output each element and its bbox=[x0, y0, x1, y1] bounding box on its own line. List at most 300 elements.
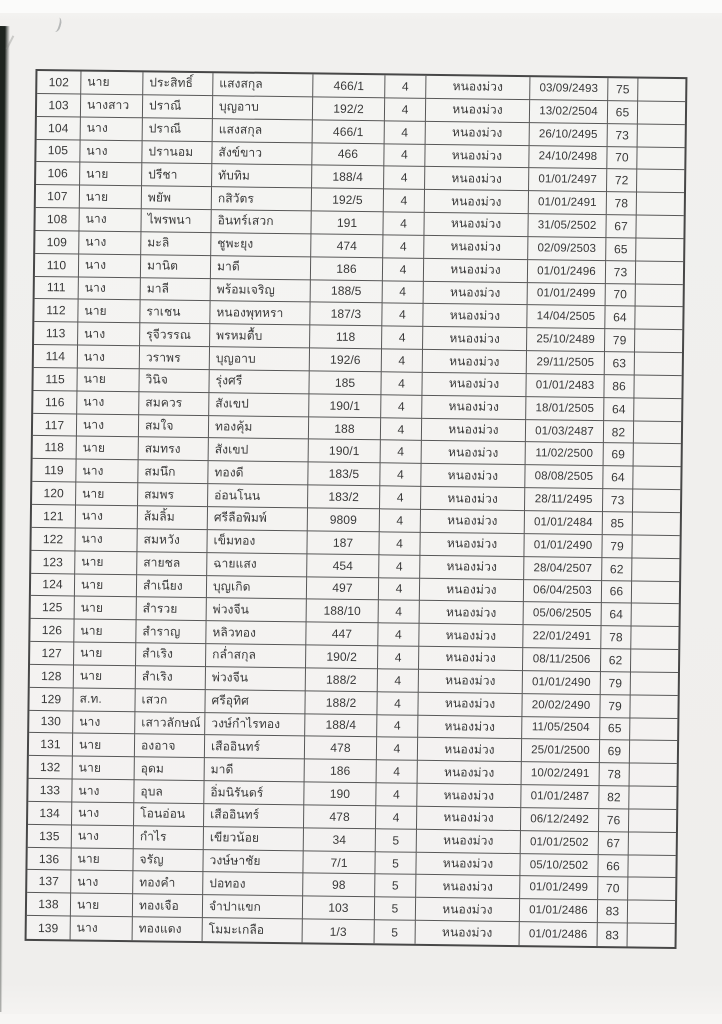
cell-moo-no: 4 bbox=[385, 75, 426, 98]
cell-row-no: 104 bbox=[37, 117, 81, 140]
cell-last-name: ชูพะยุง bbox=[211, 233, 311, 257]
cell-first-name: มานิต bbox=[141, 255, 211, 279]
cell-village: หนองม่วง bbox=[421, 510, 525, 534]
cell-row-no: 118 bbox=[33, 436, 77, 459]
cell-first-name: ส้มลิ้ม bbox=[138, 506, 208, 530]
cell-last-name: เสืออินทร์ bbox=[205, 736, 305, 760]
cell-birth-date: 01/01/2486 bbox=[520, 899, 598, 923]
cell-moo-no: 5 bbox=[376, 829, 417, 852]
cell-village: หนองม่วง bbox=[426, 76, 530, 100]
cell-birth-date: 25/01/2500 bbox=[522, 740, 600, 764]
cell-age: 79 bbox=[602, 535, 632, 558]
cell-first-name: เสวก bbox=[135, 689, 205, 713]
cell-row-no: 129 bbox=[29, 688, 73, 711]
cell-house-no: 183/5 bbox=[308, 463, 380, 487]
cell-house-no: 192/5 bbox=[312, 189, 384, 213]
cell-blank bbox=[636, 216, 683, 239]
cell-age: 70 bbox=[606, 284, 636, 307]
cell-blank bbox=[636, 238, 683, 261]
cell-name-title: นาย bbox=[74, 643, 136, 667]
cell-first-name: เสาวลักษณ์ bbox=[135, 712, 205, 736]
cell-name-title: นาง bbox=[72, 780, 134, 804]
cell-age: 79 bbox=[601, 672, 631, 695]
cell-village: หนองม่วง bbox=[424, 236, 528, 260]
cell-row-no: 122 bbox=[31, 528, 75, 551]
cell-blank bbox=[635, 353, 682, 376]
cell-birth-date: 28/04/2507 bbox=[524, 557, 602, 581]
cell-age: 64 bbox=[602, 603, 632, 626]
cell-last-name: บุญเกิด bbox=[207, 576, 307, 600]
cell-house-no: 9809 bbox=[308, 508, 380, 532]
cell-village: หนองม่วง bbox=[425, 167, 529, 191]
cell-name-title: นาย bbox=[74, 620, 136, 644]
cell-moo-no: 4 bbox=[382, 327, 423, 350]
cell-last-name: พ่วงจีน bbox=[207, 598, 307, 622]
cell-village: หนองม่วง bbox=[424, 213, 528, 237]
cell-row-no: 117 bbox=[33, 414, 77, 437]
cell-house-no: 98 bbox=[303, 874, 375, 898]
cell-age: 79 bbox=[600, 695, 630, 718]
cell-age: 62 bbox=[602, 558, 632, 581]
cell-row-no: 113 bbox=[34, 322, 78, 345]
cell-birth-date: 01/01/2491 bbox=[529, 191, 607, 215]
cell-blank bbox=[636, 261, 683, 284]
cell-house-no: 188/2 bbox=[306, 668, 378, 692]
cell-village: หนองม่วง bbox=[425, 190, 529, 214]
cell-age: 78 bbox=[601, 626, 631, 649]
cell-birth-date: 01/01/2499 bbox=[520, 877, 598, 901]
cell-row-no: 123 bbox=[31, 551, 75, 574]
cell-blank bbox=[628, 901, 675, 924]
cell-house-no: 183/2 bbox=[308, 486, 380, 510]
cell-first-name: ทองแดง bbox=[133, 917, 203, 941]
cell-birth-date: 01/01/2484 bbox=[525, 511, 603, 535]
cell-last-name: สังเขป bbox=[209, 439, 309, 463]
cell-moo-no: 4 bbox=[376, 783, 417, 806]
scan-left-edge bbox=[0, 26, 10, 1012]
cell-last-name: แสงสกุล bbox=[213, 73, 313, 97]
cell-first-name: สมควร bbox=[139, 392, 209, 416]
cell-birth-date: 02/09/2503 bbox=[528, 237, 606, 261]
cell-last-name: มาดี bbox=[205, 758, 305, 782]
cell-village: หนองม่วง bbox=[425, 144, 529, 168]
cell-name-title: นาย bbox=[75, 574, 137, 598]
cell-moo-no: 4 bbox=[377, 738, 418, 761]
cell-blank bbox=[634, 398, 681, 421]
cell-age: 82 bbox=[604, 421, 634, 444]
cell-house-no: 7/1 bbox=[303, 851, 375, 875]
cell-last-name: โมมะเกลือ bbox=[203, 918, 303, 942]
cell-village: หนองม่วง bbox=[422, 418, 526, 442]
cell-name-title: นาง bbox=[72, 825, 134, 849]
cell-first-name: โอนอ่อน bbox=[134, 803, 204, 827]
cell-village: หนองม่วง bbox=[418, 715, 522, 739]
cell-name-title: นาย bbox=[76, 483, 138, 507]
cell-village: หนองม่วง bbox=[422, 373, 526, 397]
cell-blank bbox=[634, 444, 681, 467]
cell-row-no: 138 bbox=[27, 893, 71, 916]
cell-name-title: นาง bbox=[80, 140, 142, 164]
cell-village: หนองม่วง bbox=[416, 921, 520, 945]
cell-village: หนองม่วง bbox=[423, 304, 527, 328]
cell-first-name: พยัพ bbox=[142, 186, 212, 210]
cell-last-name: ทับทิม bbox=[212, 165, 312, 189]
cell-last-name: จำปาแขก bbox=[203, 895, 303, 919]
cell-first-name: ราเชน bbox=[140, 301, 210, 325]
cell-moo-no: 4 bbox=[385, 98, 426, 121]
cell-name-title: นาง bbox=[77, 414, 139, 438]
cell-first-name: รุจีวรรณ bbox=[140, 324, 210, 348]
cell-moo-no: 5 bbox=[375, 898, 416, 921]
cell-row-no: 110 bbox=[35, 254, 79, 277]
cell-last-name: ปอทอง bbox=[203, 873, 303, 897]
cell-moo-no: 4 bbox=[381, 372, 422, 395]
cell-blank bbox=[630, 718, 677, 741]
cell-village: หนองม่วง bbox=[417, 784, 521, 808]
cell-row-no: 119 bbox=[32, 459, 76, 482]
cell-moo-no: 4 bbox=[379, 532, 420, 555]
cell-row-no: 128 bbox=[30, 665, 74, 688]
cell-house-no: 187/3 bbox=[310, 303, 382, 327]
cell-age: 73 bbox=[606, 261, 636, 284]
cell-village: หนองม่วง bbox=[424, 281, 528, 305]
cell-first-name: ทองเจือ bbox=[133, 895, 203, 919]
cell-blank bbox=[630, 695, 677, 718]
cell-name-title: ส.ท. bbox=[73, 688, 135, 712]
cell-house-no: 34 bbox=[304, 828, 376, 852]
cell-house-no: 190/2 bbox=[306, 645, 378, 669]
cell-name-title: นาง bbox=[79, 277, 141, 301]
cell-house-no: 478 bbox=[305, 737, 377, 761]
cell-blank bbox=[638, 101, 685, 124]
cell-first-name: ปราณี bbox=[143, 118, 213, 142]
cell-first-name: สมทรง bbox=[139, 438, 209, 462]
cell-last-name: หนองพุทหรา bbox=[210, 302, 310, 326]
cell-moo-no: 4 bbox=[382, 304, 423, 327]
cell-name-title: นาย bbox=[75, 551, 137, 575]
cell-last-name: มาดี bbox=[211, 256, 311, 280]
cell-name-title: นาย bbox=[71, 848, 133, 872]
cell-row-no: 135 bbox=[28, 825, 72, 848]
cell-name-title: นาย bbox=[75, 597, 137, 621]
cell-name-title: นาง bbox=[78, 323, 140, 347]
cell-first-name: ปราณี bbox=[143, 95, 213, 119]
cell-house-no: 190/1 bbox=[309, 440, 381, 464]
cell-blank bbox=[629, 787, 676, 810]
cell-blank bbox=[632, 581, 679, 604]
cell-age: 72 bbox=[607, 169, 637, 192]
cell-last-name: วงษ์ษาชัย bbox=[203, 850, 303, 874]
cell-name-title: นาง bbox=[73, 711, 135, 735]
cell-village: หนองม่วง bbox=[420, 533, 524, 557]
cell-name-title: นาย bbox=[78, 300, 140, 324]
cell-row-no: 102 bbox=[37, 71, 81, 94]
cell-birth-date: 14/04/2505 bbox=[527, 306, 605, 330]
cell-last-name: สังข์ขาว bbox=[212, 142, 312, 166]
cell-row-no: 106 bbox=[36, 162, 80, 185]
cell-blank bbox=[637, 193, 684, 216]
cell-first-name: วินิจ bbox=[139, 369, 209, 393]
cell-blank bbox=[628, 878, 675, 901]
cell-name-title: นาง bbox=[81, 117, 143, 141]
cell-age: 67 bbox=[599, 832, 629, 855]
cell-first-name: สมใจ bbox=[139, 415, 209, 439]
cell-row-no: 132 bbox=[29, 756, 73, 779]
cell-last-name: สังเขป bbox=[209, 393, 309, 417]
cell-name-title: นาย bbox=[74, 665, 136, 689]
cell-blank bbox=[635, 307, 682, 330]
cell-age: 82 bbox=[599, 786, 629, 809]
cell-age: 65 bbox=[608, 101, 638, 124]
cell-house-no: 466/1 bbox=[313, 74, 385, 98]
cell-first-name: ปรีชา bbox=[142, 164, 212, 188]
cell-birth-date: 18/01/2505 bbox=[526, 397, 604, 421]
cell-house-no: 454 bbox=[307, 554, 379, 578]
cell-moo-no: 4 bbox=[376, 806, 417, 829]
cell-blank bbox=[632, 558, 679, 581]
cell-name-title: นาย bbox=[80, 163, 142, 187]
cell-birth-date: 05/10/2502 bbox=[520, 854, 598, 878]
cell-village: หนองม่วง bbox=[426, 99, 530, 123]
cell-blank bbox=[636, 284, 683, 307]
cell-first-name: ประสิทธิ์ bbox=[143, 72, 213, 96]
cell-house-no: 190/1 bbox=[309, 394, 381, 418]
cell-first-name: ปรานอม bbox=[142, 141, 212, 165]
cell-blank bbox=[633, 512, 680, 535]
cell-first-name: สำเนียง bbox=[137, 575, 207, 599]
cell-row-no: 124 bbox=[31, 573, 75, 596]
cell-name-title: นาง bbox=[71, 917, 133, 941]
cell-blank bbox=[629, 832, 676, 855]
cell-last-name: ทองคุ้ม bbox=[209, 416, 309, 440]
cell-moo-no: 4 bbox=[383, 212, 424, 235]
cell-birth-date: 31/05/2502 bbox=[528, 214, 606, 238]
cell-last-name: ศรีอุทิศ bbox=[205, 690, 305, 714]
cell-row-no: 127 bbox=[30, 642, 74, 665]
cell-blank bbox=[631, 627, 678, 650]
cell-moo-no: 4 bbox=[385, 121, 426, 144]
cell-last-name: เสืออินทร์ bbox=[204, 804, 304, 828]
cell-birth-date: 01/01/2502 bbox=[521, 831, 599, 855]
cell-last-name: หลิวทอง bbox=[206, 621, 306, 645]
cell-village: หนองม่วง bbox=[423, 350, 527, 374]
cell-blank bbox=[634, 375, 681, 398]
cell-age: 66 bbox=[602, 581, 632, 604]
scan-bottom-edge bbox=[0, 1014, 722, 1024]
cell-name-title: นาย bbox=[80, 186, 142, 210]
cell-birth-date: 01/01/2490 bbox=[523, 671, 601, 695]
cell-moo-no: 4 bbox=[384, 190, 425, 213]
cell-row-no: 111 bbox=[35, 277, 79, 300]
cell-house-no: 103 bbox=[303, 897, 375, 921]
cell-village: หนองม่วง bbox=[424, 259, 528, 283]
cell-row-no: 103 bbox=[37, 94, 81, 117]
cell-birth-date: 06/04/2503 bbox=[524, 580, 602, 604]
cell-age: 79 bbox=[605, 329, 635, 352]
cell-moo-no: 5 bbox=[375, 852, 416, 875]
cell-last-name: อิ่มนิรันดร์ bbox=[204, 781, 304, 805]
cell-row-no: 120 bbox=[32, 482, 76, 505]
cell-age: 83 bbox=[598, 900, 628, 923]
cell-last-name: วงษ์กำไรทอง bbox=[205, 713, 305, 737]
cell-village: หนองม่วง bbox=[416, 852, 520, 876]
cell-village: หนองม่วง bbox=[417, 807, 521, 831]
cell-row-no: 133 bbox=[28, 779, 72, 802]
cell-first-name: อุบล bbox=[134, 780, 204, 804]
cell-last-name: กสิวัตร bbox=[212, 187, 312, 211]
cell-row-no: 107 bbox=[36, 185, 80, 208]
cell-moo-no: 4 bbox=[379, 601, 420, 624]
cell-birth-date: 08/08/2505 bbox=[525, 465, 603, 489]
cell-age: 65 bbox=[606, 238, 636, 261]
cell-birth-date: 25/10/2489 bbox=[527, 328, 605, 352]
cell-row-no: 126 bbox=[30, 619, 74, 642]
cell-village: หนองม่วง bbox=[418, 761, 522, 785]
cell-last-name: อินทร์เสวก bbox=[211, 210, 311, 234]
cell-first-name: ทองคำ bbox=[133, 872, 203, 896]
cell-name-title: นางสาว bbox=[81, 94, 143, 118]
cell-name-title: นาง bbox=[71, 871, 133, 895]
cell-age: 78 bbox=[607, 192, 637, 215]
cell-row-no: 139 bbox=[27, 916, 71, 939]
cell-last-name: เขียวน้อย bbox=[204, 827, 304, 851]
cell-name-title: นาง bbox=[76, 505, 138, 529]
cell-age: 64 bbox=[605, 307, 635, 330]
cell-village: หนองม่วง bbox=[420, 555, 524, 579]
cell-row-no: 116 bbox=[33, 391, 77, 414]
cell-house-no: 191 bbox=[311, 211, 383, 235]
cell-house-no: 188 bbox=[309, 417, 381, 441]
cell-village: หนองม่วง bbox=[421, 464, 525, 488]
cell-moo-no: 4 bbox=[383, 258, 424, 281]
cell-last-name: ฉายแสง bbox=[207, 553, 307, 577]
cell-blank bbox=[633, 490, 680, 513]
table-grid bbox=[25, 69, 688, 949]
cell-birth-date: 24/10/2498 bbox=[529, 146, 607, 170]
cell-moo-no: 4 bbox=[379, 555, 420, 578]
cell-house-no: 186 bbox=[305, 760, 377, 784]
cell-birth-date: 08/11/2506 bbox=[523, 648, 601, 672]
cell-birth-date: 01/01/2497 bbox=[529, 169, 607, 193]
cell-birth-date: 01/01/2496 bbox=[528, 260, 606, 284]
cell-age: 83 bbox=[598, 923, 628, 946]
cell-age: 75 bbox=[608, 78, 638, 101]
cell-house-no: 190 bbox=[304, 782, 376, 806]
cell-name-title: นาย bbox=[73, 734, 135, 758]
cell-birth-date: 29/11/2505 bbox=[527, 351, 605, 375]
cell-blank bbox=[631, 672, 678, 695]
cell-house-no: 118 bbox=[310, 326, 382, 350]
cell-moo-no: 4 bbox=[383, 235, 424, 258]
cell-moo-no: 4 bbox=[377, 715, 418, 738]
cell-house-no: 192/6 bbox=[310, 349, 382, 373]
cell-row-no: 109 bbox=[35, 231, 79, 254]
cell-name-title: นาง bbox=[79, 209, 141, 233]
cell-age: 65 bbox=[600, 718, 630, 741]
cell-house-no: 186 bbox=[311, 257, 383, 281]
cell-row-no: 114 bbox=[34, 345, 78, 368]
cell-blank bbox=[630, 741, 677, 764]
cell-moo-no: 4 bbox=[377, 692, 418, 715]
cell-village: หนองม่วง bbox=[419, 647, 523, 671]
cell-row-no: 112 bbox=[34, 299, 78, 322]
cell-last-name: เข็มทอง bbox=[207, 530, 307, 554]
cell-first-name: สำเริง bbox=[136, 643, 206, 667]
cell-blank bbox=[628, 855, 675, 878]
cell-first-name: สำราญ bbox=[136, 620, 206, 644]
cell-name-title: นาย bbox=[77, 368, 139, 392]
cell-first-name: กำไร bbox=[134, 826, 204, 850]
cell-moo-no: 4 bbox=[381, 441, 422, 464]
cell-name-title: นาง bbox=[79, 231, 141, 255]
cell-village: หนองม่วง bbox=[422, 441, 526, 465]
cell-blank bbox=[635, 330, 682, 353]
cell-house-no: 478 bbox=[304, 805, 376, 829]
cell-blank bbox=[632, 535, 679, 558]
cell-age: 69 bbox=[600, 740, 630, 763]
cell-house-no: 474 bbox=[311, 234, 383, 258]
cell-last-name: พร้อมเจริญ bbox=[211, 279, 311, 303]
name-register-table bbox=[25, 69, 688, 949]
cell-name-title: นาย bbox=[71, 894, 133, 918]
cell-house-no: 188/4 bbox=[312, 166, 384, 190]
cell-moo-no: 4 bbox=[381, 395, 422, 418]
cell-birth-date: 26/10/2495 bbox=[530, 123, 608, 147]
cell-village: หนองม่วง bbox=[419, 670, 523, 694]
cell-first-name: ไพรพนา bbox=[141, 209, 211, 233]
pencil-mark bbox=[50, 16, 63, 33]
cell-first-name: อุดม bbox=[135, 757, 205, 781]
cell-village: หนองม่วง bbox=[422, 396, 526, 420]
cell-birth-date: 03/09/2493 bbox=[530, 77, 608, 101]
cell-birth-date: 01/01/2487 bbox=[521, 785, 599, 809]
cell-house-no: 466 bbox=[312, 143, 384, 167]
cell-moo-no: 4 bbox=[384, 144, 425, 167]
cell-moo-no: 4 bbox=[383, 281, 424, 304]
cell-row-no: 125 bbox=[31, 596, 75, 619]
cell-row-no: 115 bbox=[33, 368, 77, 391]
cell-first-name: สายชล bbox=[137, 552, 207, 576]
cell-last-name: บุญอาบ bbox=[213, 96, 313, 120]
cell-village: หนองม่วง bbox=[416, 898, 520, 922]
cell-house-no: 447 bbox=[306, 623, 378, 647]
cell-first-name: จรัญ bbox=[133, 849, 203, 873]
cell-birth-date: 11/05/2504 bbox=[522, 717, 600, 741]
cell-house-no: 187 bbox=[307, 531, 379, 555]
cell-house-no: 192/2 bbox=[313, 97, 385, 121]
cell-birth-date: 20/02/2490 bbox=[522, 694, 600, 718]
cell-moo-no: 4 bbox=[377, 761, 418, 784]
cell-moo-no: 4 bbox=[384, 167, 425, 190]
cell-first-name: สำเริง bbox=[136, 666, 206, 690]
cell-last-name: อ่อนโนน bbox=[208, 484, 308, 508]
cell-village: หนองม่วง bbox=[419, 624, 523, 648]
cell-blank bbox=[638, 79, 685, 102]
cell-name-title: นาง bbox=[77, 391, 139, 415]
cell-age: 67 bbox=[606, 215, 636, 238]
cell-birth-date: 01/01/2483 bbox=[526, 374, 604, 398]
cell-row-no: 105 bbox=[36, 139, 80, 162]
cell-village: หนองม่วง bbox=[420, 601, 524, 625]
cell-blank bbox=[628, 924, 675, 947]
cell-birth-date: 01/01/2499 bbox=[528, 283, 606, 307]
cell-birth-date: 05/06/2505 bbox=[524, 602, 602, 626]
cell-blank bbox=[634, 421, 681, 444]
cell-age: 64 bbox=[604, 398, 634, 421]
cell-birth-date: 10/02/2491 bbox=[522, 762, 600, 786]
cell-row-no: 137 bbox=[27, 870, 71, 893]
cell-moo-no: 5 bbox=[375, 875, 416, 898]
